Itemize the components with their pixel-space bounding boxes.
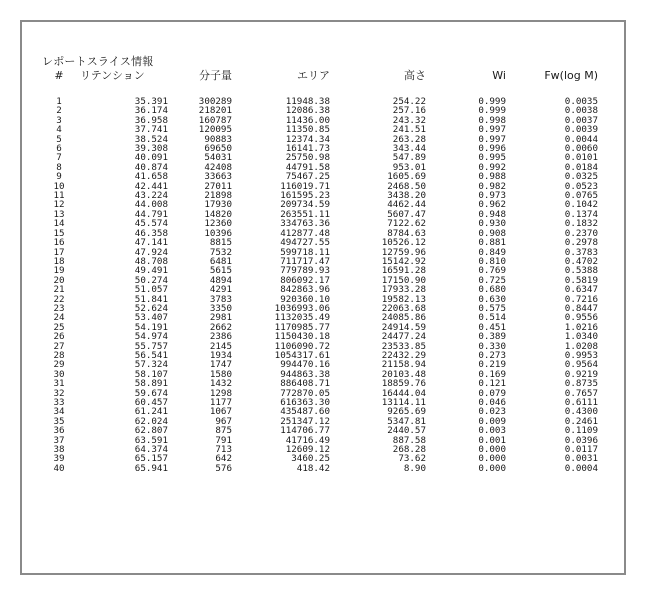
cell-fw-log-m: 0.9953 <box>564 349 598 361</box>
cell-molecular-weight: 218201 <box>198 105 232 117</box>
cell-wi: 0.769 <box>478 265 506 277</box>
cell-retention: 42.441 <box>134 180 168 192</box>
cell-index: 2 <box>56 105 62 117</box>
cell-wi: 0.451 <box>478 321 506 333</box>
cell-fw-log-m: 0.5388 <box>564 265 598 277</box>
cell-retention: 47.924 <box>134 246 168 258</box>
cell-height: 17933.28 <box>381 284 426 296</box>
cell-area: 1150430.18 <box>274 331 330 343</box>
cell-fw-log-m: 1.0340 <box>564 331 598 343</box>
cell-fw-log-m: 0.9556 <box>564 312 598 324</box>
cell-retention: 36.958 <box>134 114 168 126</box>
cell-area: 11350.85 <box>285 124 330 136</box>
cell-molecular-weight: 1747 <box>209 359 232 371</box>
cell-fw-log-m: 0.0184 <box>564 161 598 173</box>
cell-height: 5607.47 <box>387 208 426 220</box>
cell-index: 37 <box>53 434 65 446</box>
cell-molecular-weight: 14820 <box>204 208 232 220</box>
cell-height: 10526.12 <box>381 237 426 249</box>
cell-retention: 40.091 <box>134 152 168 164</box>
cell-fw-log-m: 0.0325 <box>564 171 598 183</box>
cell-fw-log-m: 0.9564 <box>564 359 598 371</box>
cell-fw-log-m: 1.0216 <box>564 321 598 333</box>
cell-molecular-weight: 120095 <box>198 124 232 136</box>
cell-molecular-weight: 1580 <box>209 368 232 380</box>
cell-molecular-weight: 54031 <box>204 152 232 164</box>
cell-molecular-weight: 1432 <box>209 378 232 390</box>
cell-retention: 56.541 <box>134 349 168 361</box>
cell-area: 334763.36 <box>280 218 330 230</box>
cell-retention: 45.574 <box>134 218 168 230</box>
cell-area: 418.42 <box>296 462 330 474</box>
cell-molecular-weight: 2386 <box>209 331 232 343</box>
cell-height: 7122.62 <box>387 218 426 230</box>
cell-height: 241.51 <box>392 124 426 136</box>
cell-area: 842863.96 <box>280 284 330 296</box>
cell-index: 6 <box>56 143 62 155</box>
cell-retention: 58.891 <box>134 378 168 390</box>
cell-height: 1605.69 <box>387 171 426 183</box>
cell-area: 494727.55 <box>280 237 330 249</box>
cell-molecular-weight: 2145 <box>209 340 232 352</box>
cell-index: 25 <box>53 321 65 333</box>
cell-molecular-weight: 1067 <box>209 406 232 418</box>
cell-index: 14 <box>53 218 65 230</box>
cell-fw-log-m: 0.0035 <box>564 96 598 107</box>
cell-molecular-weight: 160787 <box>198 114 232 126</box>
cell-retention: 44.008 <box>134 199 168 211</box>
cell-index: 19 <box>53 265 65 277</box>
cell-wi: 0.273 <box>478 349 506 361</box>
cell-wi: 0.009 <box>478 415 506 427</box>
cell-fw-log-m: 0.0060 <box>564 143 598 155</box>
cell-index: 7 <box>56 152 62 164</box>
cell-wi: 0.999 <box>478 105 506 117</box>
cell-height: 16591.28 <box>381 265 426 277</box>
header-wi: Wi <box>492 68 506 82</box>
cell-height: 18859.76 <box>381 378 426 390</box>
cell-wi: 0.988 <box>478 171 506 183</box>
cell-fw-log-m: 0.0038 <box>564 105 598 117</box>
cell-area: 412877.48 <box>280 227 330 239</box>
cell-retention: 43.224 <box>134 190 168 202</box>
cell-area: 251347.12 <box>280 415 330 427</box>
cell-index: 30 <box>53 368 65 380</box>
cell-retention: 39.308 <box>134 143 168 155</box>
cell-retention: 50.274 <box>134 274 168 286</box>
cell-molecular-weight: 4894 <box>209 274 232 286</box>
cell-area: 75467.25 <box>285 171 330 183</box>
cell-area: 994470.16 <box>280 359 330 371</box>
cell-wi: 0.001 <box>478 434 506 446</box>
cell-area: 599718.11 <box>280 246 330 258</box>
cell-molecular-weight: 2662 <box>209 321 232 333</box>
cell-fw-log-m: 0.2978 <box>564 237 598 249</box>
cell-index: 32 <box>53 387 65 399</box>
cell-fw-log-m: 0.2461 <box>564 415 598 427</box>
cell-index: 5 <box>56 133 62 145</box>
cell-fw-log-m: 0.4300 <box>564 406 598 418</box>
cell-wi: 0.997 <box>478 124 506 136</box>
cell-height: 22063.68 <box>381 302 426 314</box>
cell-wi: 0.219 <box>478 359 506 371</box>
cell-area: 920360.10 <box>280 293 330 305</box>
cell-height: 21158.94 <box>381 359 426 371</box>
cell-index: 8 <box>56 161 62 173</box>
cell-fw-log-m: 0.5819 <box>564 274 598 286</box>
cell-area: 711717.47 <box>280 255 330 267</box>
cell-retention: 62.807 <box>134 425 168 437</box>
cell-molecular-weight: 10396 <box>204 227 232 239</box>
cell-retention: 54.191 <box>134 321 168 333</box>
cell-area: 772870.05 <box>280 387 330 399</box>
cell-index: 22 <box>53 293 65 305</box>
cell-molecular-weight: 12360 <box>204 218 232 230</box>
cell-retention: 51.057 <box>134 284 168 296</box>
cell-area: 3460.25 <box>291 453 330 465</box>
cell-retention: 54.974 <box>134 331 168 343</box>
cell-wi: 0.982 <box>478 180 506 192</box>
cell-wi: 0.630 <box>478 293 506 305</box>
cell-molecular-weight: 2981 <box>209 312 232 324</box>
cell-height: 12759.96 <box>381 246 426 258</box>
cell-height: 22432.29 <box>381 349 426 361</box>
header-height: 高さ <box>404 69 426 82</box>
cell-area: 25750.98 <box>285 152 330 164</box>
cell-area: 779789.93 <box>280 265 330 277</box>
cell-index: 4 <box>56 124 62 136</box>
cell-height: 268.28 <box>392 444 426 456</box>
cell-wi: 0.000 <box>478 444 506 456</box>
cell-height: 5347.81 <box>387 415 426 427</box>
cell-wi: 0.389 <box>478 331 506 343</box>
cell-height: 343.44 <box>392 143 426 155</box>
slice-report-table <box>42 67 598 473</box>
cell-height: 257.16 <box>392 105 426 117</box>
cell-index: 20 <box>53 274 65 286</box>
cell-molecular-weight: 791 <box>215 434 232 446</box>
cell-wi: 0.810 <box>478 255 506 267</box>
cell-wi: 0.079 <box>478 387 506 399</box>
cell-retention: 63.591 <box>134 434 168 446</box>
cell-molecular-weight: 1177 <box>209 397 232 408</box>
cell-height: 4462.44 <box>387 199 426 211</box>
cell-retention: 55.757 <box>134 340 168 352</box>
cell-retention: 46.358 <box>134 227 168 239</box>
cell-area: 435487.60 <box>280 406 330 418</box>
cell-molecular-weight: 642 <box>215 453 232 465</box>
cell-wi: 0.996 <box>478 143 506 155</box>
cell-retention: 36.174 <box>134 105 168 117</box>
cell-area: 886408.71 <box>280 378 330 390</box>
cell-retention: 53.407 <box>134 312 168 324</box>
cell-height: 19582.13 <box>381 293 426 305</box>
table-header-row <box>42 67 598 97</box>
cell-height: 243.32 <box>392 114 426 126</box>
cell-retention: 52.624 <box>134 302 168 314</box>
cell-height: 8.90 <box>403 462 426 474</box>
cell-retention: 65.157 <box>134 453 168 465</box>
cell-height: 3438.20 <box>387 190 426 202</box>
cell-area: 11436.00 <box>285 114 330 126</box>
cell-molecular-weight: 3783 <box>209 293 232 305</box>
cell-wi: 0.881 <box>478 237 506 249</box>
cell-area: 12609.12 <box>285 444 330 456</box>
cell-wi: 0.725 <box>478 274 506 286</box>
cell-fw-log-m: 0.2370 <box>564 227 598 239</box>
cell-wi: 0.000 <box>478 462 506 474</box>
cell-index: 33 <box>53 397 65 408</box>
cell-index: 35 <box>53 415 65 427</box>
cell-molecular-weight: 1298 <box>209 387 232 399</box>
cell-retention: 40.874 <box>134 161 168 173</box>
cell-index: 31 <box>53 378 65 390</box>
cell-fw-log-m: 0.0039 <box>564 124 598 136</box>
cell-wi: 0.962 <box>478 199 506 211</box>
cell-fw-log-m: 0.9219 <box>564 368 598 380</box>
cell-index: 28 <box>53 349 65 361</box>
cell-index: 34 <box>53 406 65 418</box>
cell-molecular-weight: 1934 <box>209 349 232 361</box>
cell-molecular-weight: 300289 <box>198 96 232 107</box>
cell-height: 24914.59 <box>381 321 426 333</box>
cell-retention: 57.324 <box>134 359 168 371</box>
cell-fw-log-m: 0.1042 <box>564 199 598 211</box>
cell-molecular-weight: 4291 <box>209 284 232 296</box>
cell-index: 11 <box>53 190 65 202</box>
cell-wi: 0.999 <box>478 96 506 107</box>
cell-height: 20103.48 <box>381 368 426 380</box>
cell-area: 41716.49 <box>285 434 330 446</box>
cell-retention: 60.457 <box>134 397 168 408</box>
cell-retention: 44.791 <box>134 208 168 220</box>
cell-area: 116019.71 <box>280 180 330 192</box>
cell-wi: 0.995 <box>478 152 506 164</box>
cell-index: 18 <box>53 255 65 267</box>
cell-retention: 51.841 <box>134 293 168 305</box>
cell-molecular-weight: 27011 <box>204 180 232 192</box>
cell-height: 15142.92 <box>381 255 426 267</box>
cell-wi: 0.046 <box>478 397 506 408</box>
cell-height: 8784.63 <box>387 227 426 239</box>
cell-height: 2468.50 <box>387 180 426 192</box>
cell-wi: 0.330 <box>478 340 506 352</box>
cell-retention: 58.107 <box>134 368 168 380</box>
table-body <box>42 97 598 473</box>
header-area: エリア <box>297 69 330 82</box>
cell-retention: 64.374 <box>134 444 168 456</box>
cell-fw-log-m: 0.1832 <box>564 218 598 230</box>
cell-area: 209734.59 <box>280 199 330 211</box>
cell-height: 887.58 <box>392 434 426 446</box>
cell-wi: 0.948 <box>478 208 506 220</box>
cell-fw-log-m: 0.3783 <box>564 246 598 258</box>
cell-retention: 37.741 <box>134 124 168 136</box>
cell-height: 23533.85 <box>381 340 426 352</box>
cell-retention: 49.491 <box>134 265 168 277</box>
header-retention: リテンション <box>80 69 145 82</box>
cell-molecular-weight: 7532 <box>209 246 232 258</box>
cell-molecular-weight: 6481 <box>209 255 232 267</box>
cell-height: 17150.90 <box>381 274 426 286</box>
cell-fw-log-m: 1.0208 <box>564 340 598 352</box>
cell-area: 1054317.61 <box>274 349 330 361</box>
cell-fw-log-m: 0.0117 <box>564 444 598 456</box>
cell-retention: 38.524 <box>134 133 168 145</box>
cell-index: 23 <box>53 302 65 314</box>
cell-wi: 0.997 <box>478 133 506 145</box>
cell-index: 9 <box>56 171 62 183</box>
cell-fw-log-m: 0.0523 <box>564 180 598 192</box>
cell-molecular-weight: 21898 <box>204 190 232 202</box>
cell-molecular-weight: 3350 <box>209 302 232 314</box>
cell-height: 16444.04 <box>381 387 426 399</box>
cell-index: 36 <box>53 425 65 437</box>
cell-area: 1106090.72 <box>274 340 330 352</box>
cell-molecular-weight: 42408 <box>204 161 232 173</box>
cell-height: 263.28 <box>392 133 426 145</box>
cell-fw-log-m: 0.0101 <box>564 152 598 164</box>
cell-height: 2440.57 <box>387 425 426 437</box>
cell-fw-log-m: 0.1109 <box>564 425 598 437</box>
cell-wi: 0.908 <box>478 227 506 239</box>
cell-height: 73.62 <box>398 453 426 465</box>
cell-molecular-weight: 967 <box>215 415 232 427</box>
cell-height: 24477.24 <box>381 331 426 343</box>
cell-index: 10 <box>53 180 65 192</box>
cell-index: 15 <box>53 227 65 239</box>
cell-area: 1132035.49 <box>274 312 330 324</box>
cell-retention: 41.658 <box>134 171 168 183</box>
cell-retention: 61.241 <box>134 406 168 418</box>
cell-wi: 0.998 <box>478 114 506 126</box>
cell-height: 9265.69 <box>387 406 426 418</box>
cell-wi: 0.930 <box>478 218 506 230</box>
cell-molecular-weight: 33663 <box>204 171 232 183</box>
cell-molecular-weight: 875 <box>215 425 232 437</box>
cell-wi: 0.849 <box>478 246 506 258</box>
cell-index: 27 <box>53 340 65 352</box>
header-index: # <box>54 68 64 82</box>
cell-index: 40 <box>53 462 65 474</box>
cell-index: 13 <box>53 208 65 220</box>
cell-index: 24 <box>53 312 65 324</box>
cell-area: 1036993.06 <box>274 302 330 314</box>
cell-fw-log-m: 0.0044 <box>564 133 598 145</box>
cell-height: 953.01 <box>392 161 426 173</box>
cell-fw-log-m: 0.0765 <box>564 190 598 202</box>
cell-wi: 0.000 <box>478 453 506 465</box>
cell-retention: 62.024 <box>134 415 168 427</box>
cell-fw-log-m: 0.6111 <box>564 397 598 408</box>
cell-retention: 35.391 <box>134 96 168 107</box>
cell-area: 161595.23 <box>280 190 330 202</box>
cell-fw-log-m: 0.1374 <box>564 208 598 220</box>
cell-fw-log-m: 0.8447 <box>564 302 598 314</box>
cell-wi: 0.169 <box>478 368 506 380</box>
cell-retention: 47.141 <box>134 237 168 249</box>
cell-index: 12 <box>53 199 65 211</box>
header-molecular-weight: 分子量 <box>199 69 232 82</box>
cell-area: 12086.38 <box>285 105 330 117</box>
cell-wi: 0.992 <box>478 161 506 173</box>
cell-height: 254.22 <box>392 96 426 107</box>
cell-index: 1 <box>56 96 62 107</box>
cell-fw-log-m: 0.0396 <box>564 434 598 446</box>
cell-height: 24085.86 <box>381 312 426 324</box>
cell-index: 16 <box>53 237 65 249</box>
cell-index: 38 <box>53 444 65 456</box>
header-fw-log-m: Fw(log M) <box>544 68 598 82</box>
cell-index: 21 <box>53 284 65 296</box>
cell-fw-log-m: 0.4702 <box>564 255 598 267</box>
cell-retention: 65.941 <box>134 462 168 474</box>
cell-index: 3 <box>56 114 62 126</box>
cell-molecular-weight: 5615 <box>209 265 232 277</box>
cell-area: 1170985.77 <box>274 321 330 333</box>
cell-wi: 0.680 <box>478 284 506 296</box>
cell-molecular-weight: 8815 <box>209 237 232 249</box>
cell-molecular-weight: 90883 <box>204 133 232 145</box>
cell-wi: 0.575 <box>478 302 506 314</box>
cell-fw-log-m: 0.8735 <box>564 378 598 390</box>
report-title: レポートスライス情報 <box>42 55 154 68</box>
cell-fw-log-m: 0.0037 <box>564 114 598 126</box>
cell-wi: 0.973 <box>478 190 506 202</box>
cell-area: 944863.38 <box>280 368 330 380</box>
cell-molecular-weight: 713 <box>215 444 232 456</box>
cell-fw-log-m: 0.0031 <box>564 453 598 465</box>
cell-area: 12374.34 <box>285 133 330 145</box>
cell-index: 17 <box>53 246 65 258</box>
cell-index: 29 <box>53 359 65 371</box>
cell-wi: 0.121 <box>478 378 506 390</box>
cell-height: 547.89 <box>392 152 426 164</box>
cell-wi: 0.003 <box>478 425 506 437</box>
cell-index: 39 <box>53 453 65 465</box>
cell-fw-log-m: 0.0004 <box>564 462 598 474</box>
cell-area: 616363.30 <box>280 397 330 408</box>
cell-area: 11948.38 <box>285 96 330 107</box>
cell-area: 44791.58 <box>285 161 330 173</box>
cell-index: 26 <box>53 331 65 343</box>
cell-area: 16141.73 <box>285 143 330 155</box>
cell-wi: 0.514 <box>478 312 506 324</box>
cell-molecular-weight: 17930 <box>204 199 232 211</box>
cell-height: 13114.11 <box>381 397 426 408</box>
cell-retention: 48.708 <box>134 255 168 267</box>
cell-fw-log-m: 0.7216 <box>564 293 598 305</box>
cell-area: 806092.17 <box>280 274 330 286</box>
cell-molecular-weight: 69650 <box>204 143 232 155</box>
cell-fw-log-m: 0.6347 <box>564 284 598 296</box>
table-row <box>42 464 598 473</box>
cell-wi: 0.023 <box>478 406 506 418</box>
cell-area: 114706.77 <box>280 425 330 437</box>
cell-fw-log-m: 0.7657 <box>564 387 598 399</box>
cell-molecular-weight: 576 <box>215 462 232 474</box>
cell-retention: 59.674 <box>134 387 168 399</box>
cell-area: 263551.11 <box>280 208 330 220</box>
